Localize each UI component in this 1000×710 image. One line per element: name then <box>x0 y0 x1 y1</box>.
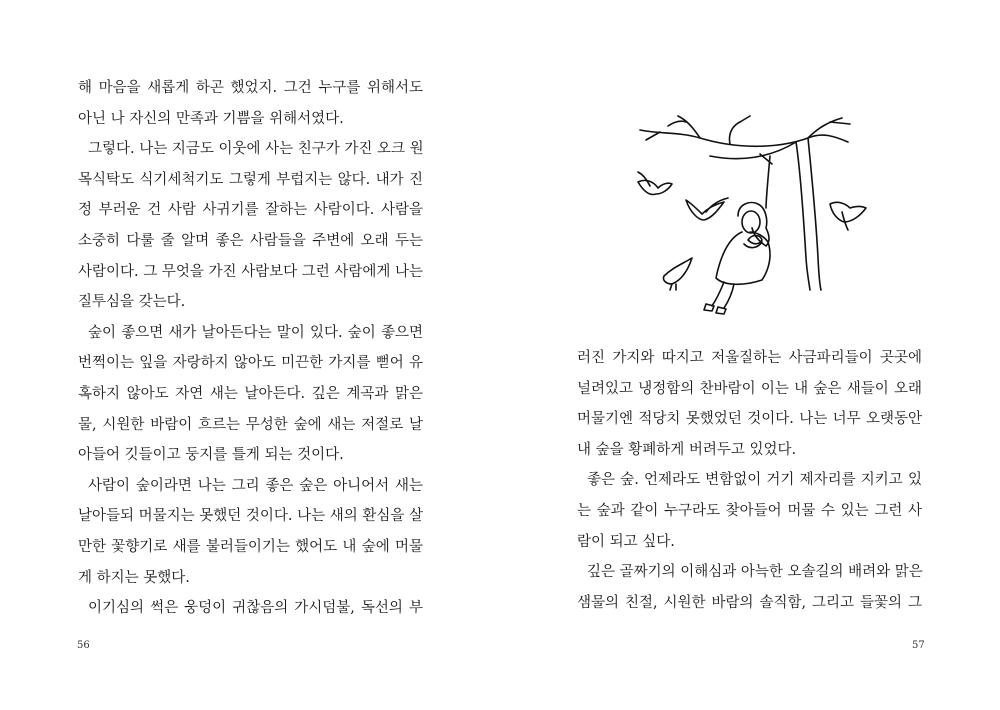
tree-branch <box>640 130 808 146</box>
tree-branch <box>830 122 850 124</box>
tree-trunk <box>796 142 810 290</box>
tree-branch <box>668 121 686 126</box>
text-line: 날아들되 머물지는 못했던 것이다. 나는 새의 환심을 살 <box>78 508 424 525</box>
text-line: 러진 가지와 따지고 저울질하는 사금파리들이 곳곳에 <box>577 350 922 366</box>
girl-foot <box>716 307 726 314</box>
text-line: 목식탁도 식기세척기도 그렇게 부럽지는 않다. 내가 진 <box>78 171 423 188</box>
text-line: 좋은 숲. 언제라도 변함없이 거기 제자리를 지키고 있 <box>587 472 922 489</box>
text-line: 머물기엔 적당치 못했었던 것이다. 나는 너무 오랫동안 <box>577 411 922 428</box>
tree-branch <box>808 135 848 142</box>
page-number-left: 56 <box>77 640 90 651</box>
left-page-text <box>78 73 423 624</box>
right-page <box>500 0 1000 710</box>
text-line: 만한 꽃향기로 새를 불러들이기는 했어도 내 숲에 머물 <box>78 538 423 555</box>
text-line: 숲이 좋으면 새가 날아든다는 말이 있다. 숲이 좋으면 <box>88 324 423 341</box>
bird-bottom <box>663 258 692 284</box>
bird-left <box>638 180 672 194</box>
text-line: 정 부러운 건 사람 사귀기를 잘하는 사람이다. 사람을 <box>78 202 423 219</box>
girl-foot <box>704 304 714 311</box>
held-bird <box>748 236 762 244</box>
text-line: 아들어 깃들이고 둥지를 틀게 되는 것이다. <box>78 447 344 464</box>
text-line: 널려있고 냉정함의 찬바람이 이는 내 숲은 새들이 오래 <box>577 380 922 397</box>
swing-rope <box>766 156 770 208</box>
text-line: 사람이다. 그 무엇을 가진 사람보다 그런 사람에게 나는 <box>78 263 424 280</box>
text-line: 람이 되고 싶다. <box>577 533 675 550</box>
text-line: 아닌 나 자신의 만족과 기쁨을 위해서였다. <box>78 110 344 127</box>
text-line: 샘물의 친절, 시원한 바람의 솔직함, 그리고 들꽃의 그 <box>577 594 922 611</box>
text-line: 해 마음을 새롭게 하곤 했었지. 그건 누구를 위해서도 <box>78 80 423 96</box>
girl-leg <box>724 284 734 308</box>
text-line: 번쩍이는 잎을 자랑하지 않아도 미끈한 가지를 뻗어 유 <box>78 355 423 372</box>
bird-bottom-leg <box>670 284 676 290</box>
text-line: 소중히 다룰 줄 알며 좋은 사람들을 주변에 오래 두는 <box>78 232 423 249</box>
text-line: 질투심을 갖는다. <box>78 294 186 311</box>
girl-face <box>742 211 760 233</box>
bird-center <box>686 200 724 220</box>
text-line: 혹하지 않아도 자연 새는 날아든다. 깊은 계곡과 맑은 <box>78 385 423 402</box>
tree-branch <box>740 116 750 122</box>
text-line: 그렇다. 나는 지금도 이웃에 사는 친구가 가진 오크 원 <box>88 141 424 158</box>
tree-trunk <box>808 138 821 290</box>
tree-branch <box>646 132 660 140</box>
girl-leg <box>712 282 724 306</box>
text-line: 는 숲과 같이 누구라도 찾아들어 머물 수 있는 그런 사 <box>577 502 922 519</box>
bird-right <box>830 202 866 222</box>
text-line: 이기심의 썩은 웅덩이 귀찮음의 가시덤불, 독선의 부 <box>88 600 423 617</box>
text-line: 물, 시원한 바람이 흐르는 무성한 숲에 새는 저절로 날 <box>78 416 423 433</box>
text-line: 내 숲을 황폐하게 버려두고 있었다. <box>577 441 797 458</box>
tree-branch <box>729 122 740 144</box>
page-number-right: 57 <box>912 640 925 651</box>
tree-girl-birds-illustration <box>620 108 870 328</box>
text-line: 깊은 골짜기의 이해심과 아늑한 오솔길의 배려와 맑은 <box>587 564 923 581</box>
text-line: 게 하지는 못했다. <box>78 569 190 586</box>
text-line: 사람이 숲이라면 나는 그리 좋은 숲은 아니어서 새는 <box>88 477 423 494</box>
right-page-text <box>577 343 922 618</box>
